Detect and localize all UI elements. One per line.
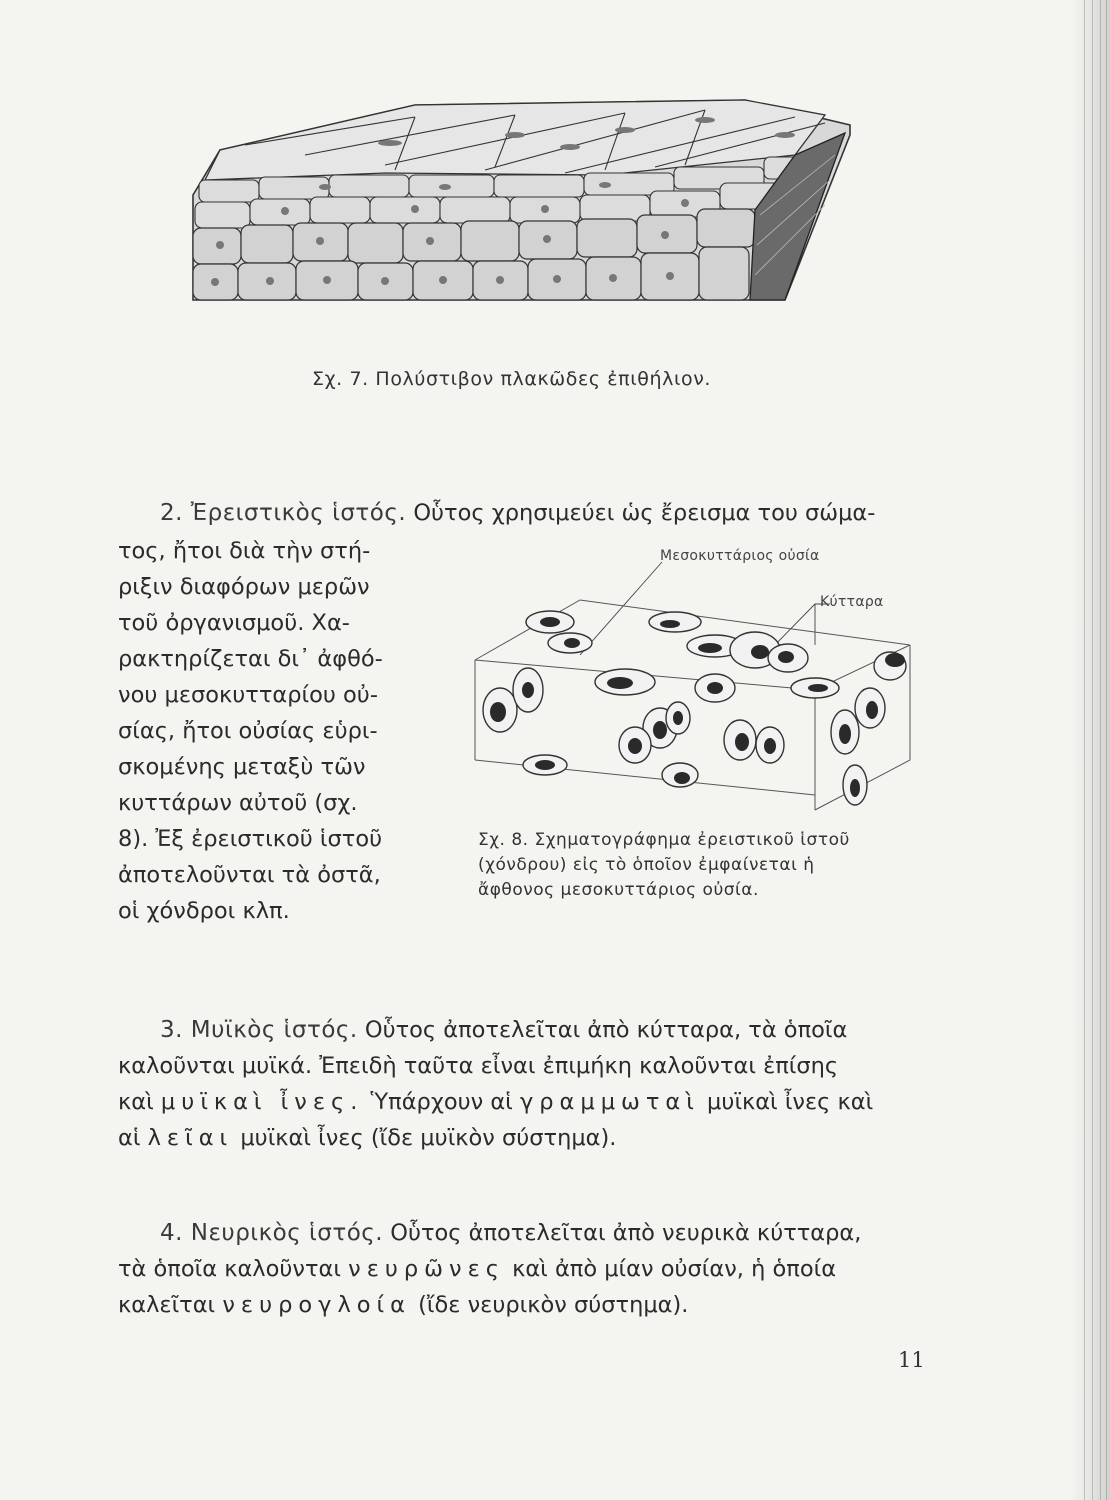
figure-7-caption: Σχ. 7. Πολύστιβον πλακῶδες ἐπιθήλιον. (312, 368, 712, 390)
emphasized-term: λεῖαι (147, 1125, 234, 1151)
figure-8-label-matrix: Μεσοκυττάριος οὐσία (660, 548, 820, 564)
section-2-line: οἱ χόνδροι κλπ. (118, 898, 290, 924)
page-number: 11 (898, 1348, 925, 1372)
section-4-line (118, 1251, 958, 1287)
text: (ἴδε νευρικὸν σύστημα). (418, 1292, 689, 1318)
page-edge-shadow (1070, 0, 1110, 1500)
section-3-line (118, 1120, 958, 1156)
section-2-line1-rest: Οὗτος χρησιμεύει ὡς ἔρεισμα του σώμα- (413, 500, 876, 526)
figure-8-cartilage-illustration (470, 560, 920, 815)
figure-8-caption-line: Σχ. 8. Σχηματογράφημα ἐρειστικοῦ ἱστοῦ (478, 830, 850, 850)
text: μυϊκαὶ ἶνες (ἴδε μυϊκὸν σύστημα). (240, 1125, 617, 1151)
section-3-line: καλοῦνται μυϊκά. Ἐπειδὴ ταῦτα εἶναι ἐπιμήκη καλοῦνται ἐπίσης (118, 1053, 839, 1079)
section-2-column-text (118, 533, 398, 929)
emphasized-term: γραμμωταὶ (519, 1089, 700, 1115)
section-4-line1-rest: Οὗτος ἀποτελεῖται ἀπὸ νευρικὰ κύτταρα, (390, 1220, 862, 1246)
section-2-line: κυττάρων αὐτοῦ (σχ. (118, 790, 358, 816)
section-3-heading: 3. Μυϊκὸς ἱστός. (160, 1017, 358, 1043)
section-2-line: τοῦ ὀργανισμοῦ. Χα- (118, 610, 350, 636)
text: καὶ (118, 1089, 154, 1115)
section-4-heading: 4. Νευρικὸς ἱστός. (160, 1220, 384, 1246)
section-2-line: νου μεσοκυτταρίου οὐ- (118, 682, 378, 708)
section-3-line (118, 1012, 958, 1048)
section-2-line: ἀποτελοῦνται τὰ ὀστᾶ, (118, 862, 381, 888)
figure-8-caption (478, 828, 850, 903)
section-3-line (118, 1084, 958, 1120)
text: μυϊκαὶ ἶνες καὶ (707, 1089, 874, 1115)
section-3-paragraph (118, 1012, 958, 1156)
section-2-line: ρακτηρίζεται δι᾿ ἀφθό- (118, 646, 383, 672)
figure-8-caption-line: ἄφθονος μεσοκυττάριος οὐσία. (478, 880, 759, 900)
text: αἱ (118, 1125, 141, 1151)
text: καὶ ἀπὸ μίαν οὐσίαν, ἡ ὁποία (512, 1256, 837, 1282)
section-2-line: ριξιν διαφόρων μερῶν (118, 574, 370, 600)
emphasized-term: μυϊκαὶ ἶνες. (160, 1089, 364, 1115)
section-4-line (118, 1287, 958, 1323)
section-2-heading: 2. Ἐρειστικὸς ἱστός. (160, 500, 407, 526)
text: καλεῖται (118, 1292, 216, 1318)
figure-7-epithelium-illustration (185, 95, 855, 310)
text: τὰ ὁποῖα καλοῦνται (118, 1256, 341, 1282)
section-3-line1-rest: Οὗτος ἀποτελεῖται ἀπὸ κύτταρα, τὰ ὁποῖα (364, 1017, 848, 1043)
emphasized-term: νευρογλοία (222, 1292, 411, 1318)
figure-8-label-cells: Κύτταρα (820, 594, 884, 610)
section-4-line (118, 1215, 958, 1251)
emphasized-term: νευρῶνες (348, 1256, 505, 1282)
section-2-line: 8). Ἐξ ἐρειστικοῦ ἱστοῦ (118, 826, 383, 852)
section-2-first-line (160, 495, 950, 531)
section-2-line: τος, ἤτοι διὰ τὴν στή- (118, 538, 371, 564)
section-2-line: σίας, ἤτοι οὐσίας εὑρι- (118, 718, 378, 744)
section-4-paragraph (118, 1215, 958, 1323)
text: Ὑπάρχουν αἱ (370, 1089, 513, 1115)
section-2-line: σκομένης μεταξὺ τῶν (118, 754, 366, 780)
figure-8-caption-line: (χόνδρου) εἰς τὸ ὁποῖον ἐμφαίνεται ἡ (478, 855, 815, 875)
